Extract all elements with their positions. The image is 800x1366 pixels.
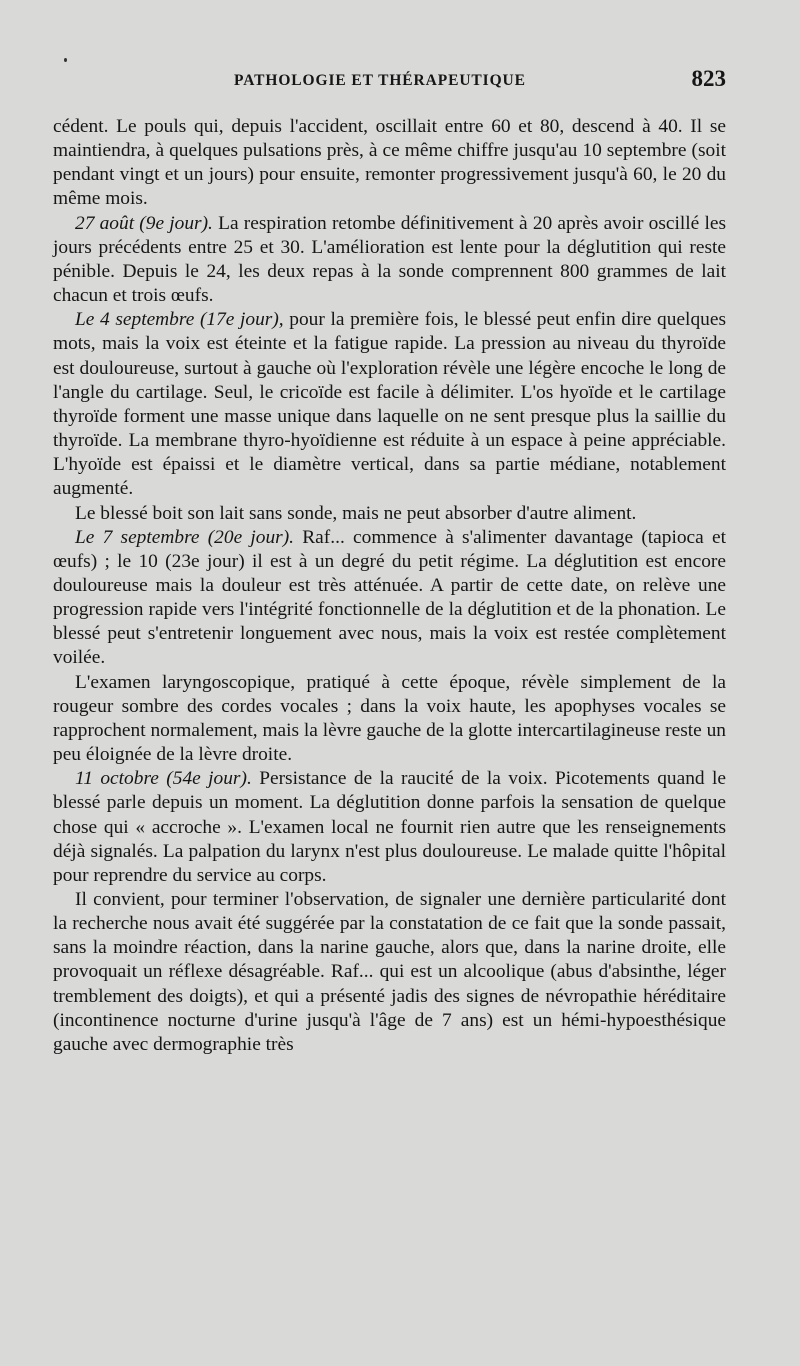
- paragraph-text: Le blessé boit son lait sans sonde, mais ne peut absorber d'autre aliment.: [75, 502, 637, 524]
- entry-date: Le 4 septembre (17e jour),: [75, 309, 284, 331]
- paragraph-text: Il convient, pour terminer l'observation, de signaler une dernière particularité dont la recherche nous avait été suggérée par la constatation de ce fait que la sonde passait, sans la moindre réaction, dans la narine gauche, alors que, dans la narine droite, elle provoquait un réflexe désagréable. Raf... qui est un alcoolique (abus d'absinthe, léger tremblement des doigts), et qui a présenté jadis des signes de névropathie héréditaire (incontinence nocturne d'urine jusqu'à l'âge de 7 ans) est un hémi-hypoesthésique gauche avec dermographie très: [53, 889, 726, 1055]
- running-title: PATHOLOGIE ET THÉRAPEUTIQUE: [234, 72, 526, 89]
- paragraph-text: Persistance de la raucité de la voix. Picotements quand le blessé parle depuis un moment. La déglutition donne parfois la sensation de quelque chose qui « accroche ». L'examen local ne fournit rien autre que les renseignements déjà signalés. La palpation du larynx n'est plus douloureuse. Le malade quitte l'hôpital pour reprendre du service au corps.: [53, 768, 726, 886]
- page-number: 823: [691, 66, 726, 91]
- paragraph: [53, 502, 726, 526]
- paragraph: [53, 888, 726, 1057]
- paragraph: [53, 767, 726, 888]
- entry-date: Le 7 septembre (20e jour).: [75, 526, 295, 548]
- running-header: [0, 64, 800, 98]
- paragraph: [53, 115, 726, 212]
- paragraph-text: pour la première fois, le blessé peut enfin dire quelques mots, mais la voix est éteinte et la fatigue rapide. La pression au niveau du thyroïde est douloureuse, surtout à gauche où l'exploration révèle une légère encoche le long de l'angle du cartilage. Seul, le cricoïde est facile à délimiter. L'os hyoïde et le cartilage thyroïde forment une masse unique dans laquelle on ne sent presque plus la saillie du thyroïde. La membrane thyro-hyoïdienne est réduite à un espace à peine appréciable. L'hyoïde est épaissi et le diamètre vertical, dans sa partie médiane, notablement augmenté.: [53, 309, 726, 500]
- ink-speck: [64, 58, 67, 62]
- paragraph-text: La respiration retombe définitivement à 20 après avoir oscillé les jours précédents entre 25 et 30. L'amélioration est lente pour la déglutition qui reste pénible. Depuis le 24, les deux repas à la sonde comprennent 800 grammes de lait chacun et trois œufs.: [53, 212, 726, 307]
- body-text: [53, 115, 726, 1057]
- paragraph-text: cédent. Le pouls qui, depuis l'accident, oscillait entre 60 et 80, descend à 40. Il se maintiendra, à quelques pulsations près, à ce même chiffre jusqu'au 10 septembre (soit pendant vingt et un jours) pour ensuite, remonter progressivement jusqu'à 60, le 20 du même mois.: [53, 116, 726, 210]
- paragraph: [53, 526, 726, 671]
- paragraph: [53, 212, 726, 309]
- paragraph-text: Raf... commence à s'alimenter davantage (tapioca et œufs) ; le 10 (23e jour) il est à un degré du petit régime. La déglutition est encore douloureuse mais la douleur est très atténuée. A partir de cette date, on relève une progression rapide vers l'intégrité fonctionnelle de la déglutition et de la phonation. Le blessé peut s'entretenir longuement avec nous, mais la voix est restée complètement voilée.: [53, 526, 726, 669]
- paragraph-text: L'examen laryngoscopique, pratiqué à cette époque, révèle simplement de la rougeur sombre des cordes vocales ; dans la voix haute, les apophyses vocales se rapprochent normalement, mais la lèvre gauche de la glotte intercartilagineuse reste un peu éloignée de la lèvre droite.: [53, 671, 727, 766]
- entry-date: 27 août (9e jour).: [75, 212, 213, 234]
- paragraph: [53, 671, 726, 768]
- entry-date: 11 octobre (54e jour).: [75, 768, 252, 790]
- paragraph: [53, 308, 726, 501]
